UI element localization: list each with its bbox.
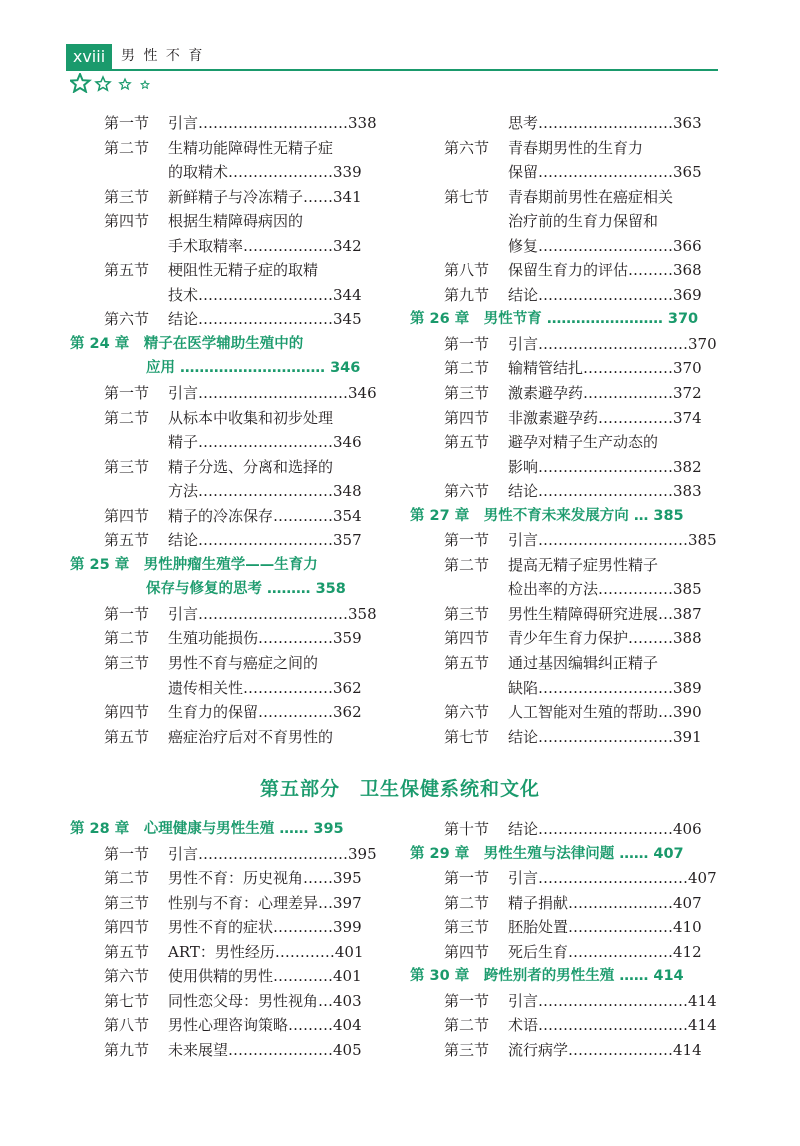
section-title: 精子捐献…………………407 [508,893,702,912]
section-title: 人工智能对生殖的帮助…390 [508,703,702,722]
section-number: 第二节 [444,555,490,574]
section-number: 第三节 [444,1040,490,1059]
section-title: 青春期男性的生育力 [508,138,644,157]
page-number-badge: xviii [66,44,112,69]
toc-entry [70,602,380,627]
toc-left-column-2 [70,817,380,1062]
toc-entry [410,940,720,965]
section-title: 精子的冷冻保存…………354 [168,506,362,525]
section-number: 第五节 [104,727,150,746]
section-title: 结论………………………383 [508,482,702,501]
section-number: 第三节 [104,893,150,912]
section-title: 生精功能障碍性无精子症 [168,138,334,157]
section-title: 结论………………………406 [508,820,702,838]
chapter-heading [410,842,720,867]
toc-entry [410,725,720,750]
section-number: 第三节 [104,187,150,206]
toc-entry [410,1038,720,1063]
section-title: 精子分选、分离和选择的 [168,457,334,476]
section-number: 第三节 [444,604,490,623]
section-title: 术语…………………………414 [508,1016,717,1035]
toc-entry [70,504,380,529]
section-title: 青少年生育力保护………388 [508,629,702,648]
toc-entry [410,891,720,916]
section-number: 第一节 [104,604,150,623]
star-icon [71,74,90,92]
part-heading: 第五部分 卫生保健系统和文化 [259,778,540,800]
toc-entry [410,381,720,406]
toc-entry [70,406,380,431]
toc-entry-continuation [410,577,720,602]
chapter-heading-continuation [70,356,380,381]
chapter-title: 第 30 章 跨性别者的男性生殖 …… 414 [410,968,684,985]
section-title-continued: 思考………………………363 [508,114,702,132]
section-number: 第四节 [104,506,150,525]
section-number: 第四节 [104,918,150,937]
section-number: 第五节 [104,261,150,280]
section-number: 第六节 [444,138,490,157]
toc-entry-continuation [410,111,720,136]
section-title: 男性生精障碍研究进展…387 [508,604,702,623]
section-title-continued: 治疗前的生育力保留和 [508,212,659,231]
toc-entry [410,332,720,357]
section-title: 男性不育的症状…………399 [168,918,362,937]
section-number: 第一节 [444,531,490,550]
star-icon [141,81,149,88]
section-title: 引言…………………………358 [168,604,377,623]
section-title: 引言…………………………370 [508,334,717,353]
section-title: 流行病学…………………414 [508,1040,702,1059]
section-number: 第二节 [444,359,490,378]
section-title: 结论………………………357 [168,531,362,550]
section-number: 第七节 [444,187,490,206]
section-number: 第一节 [104,384,150,403]
section-title: 结论………………………369 [508,285,702,304]
toc-entry [70,136,380,161]
section-title: 引言…………………………407 [508,869,717,888]
section-title: 从标本中收集和初步处理 [168,408,334,427]
section-number: 第一节 [444,869,490,888]
toc-entry [70,1038,380,1063]
section-title-continued: 检出率的方法……………385 [508,580,702,599]
section-number: 第二节 [444,1016,490,1035]
section-number: 第六节 [444,482,490,501]
chapter-title: 第 27 章 男性不育未来发展方向 … 385 [410,507,684,524]
section-title: 引言…………………………414 [508,991,717,1010]
toc-entry [410,866,720,891]
section-title: 青春期前男性在癌症相关 [508,187,674,206]
toc-entry [70,989,380,1014]
section-title: 癌症治疗后对不育男性的 [168,727,334,746]
section-title: 生育力的保留……………362 [168,703,362,722]
section-title: 根据生精障碍病因的 [168,212,304,231]
section-number: 第八节 [104,1016,150,1035]
section-title: 同性恋父母：男性视角…403 [168,991,362,1010]
toc-entry [70,258,380,283]
section-title: 胚胎处置…………………410 [508,918,702,937]
chapter-title-continued: 应用 ………………………… 346 [146,360,361,377]
chapter-heading [70,332,380,357]
chapter-title: 第 29 章 男性生殖与法律问题 …… 407 [410,845,684,862]
toc-entry [410,700,720,725]
chapter-heading [410,307,720,332]
section-number: 第六节 [444,703,490,722]
toc-entry-continuation [70,160,380,185]
section-number: 第一节 [444,334,490,353]
chapter-heading [410,504,720,529]
star-icon [96,77,110,90]
toc-right-column-2 [410,817,720,1062]
toc-entry [70,185,380,210]
section-title: 结论………………………391 [508,727,702,746]
chapter-title: 第 28 章 心理健康与男性生殖 …… 395 [70,821,344,837]
chapter-heading [410,964,720,989]
section-title: 结论………………………345 [168,310,362,329]
toc-entry-continuation [410,160,720,185]
toc-entry [70,915,380,940]
toc-entry [410,283,720,308]
section-title-continued: 的取精术…………………339 [168,163,362,182]
chapter-heading [70,553,380,578]
section-title: 新鲜精子与冷冻精子……341 [168,187,362,206]
section-title-continued: 方法………………………348 [168,482,362,501]
section-title: 引言…………………………385 [508,531,717,550]
toc-entry-continuation [70,234,380,259]
toc-entry [410,185,720,210]
section-title: 性别与不育：心理差异…397 [168,893,362,912]
section-number: 第三节 [444,918,490,937]
toc-entry [410,626,720,651]
toc-entry [410,479,720,504]
toc-entry-continuation [410,676,720,701]
section-title-continued: 保留………………………365 [508,163,702,182]
star-decoration [70,73,156,93]
section-title: 引言…………………………346 [168,384,377,403]
section-number: 第二节 [444,893,490,912]
toc-entry [410,817,720,842]
toc-entry [70,964,380,989]
toc-entry [70,725,380,750]
toc-entry [410,989,720,1014]
section-title: 引言…………………………395 [168,844,377,863]
section-title: 男性不育与癌症之间的 [168,654,319,673]
toc-entry [70,866,380,891]
star-icon [120,79,131,89]
chapter-title: 第 24 章 精子在医学辅助生殖中的 [70,335,304,352]
section-title: 引言…………………………338 [168,114,377,132]
toc-entry [70,455,380,480]
section-number: 第五节 [104,531,150,550]
section-title: ART：男性经历…………401 [168,942,364,961]
section-title: 死后生育…………………412 [508,942,702,961]
section-title: 非激素避孕药……………374 [508,408,702,427]
toc-entry [70,209,380,234]
section-number: 第一节 [104,844,150,863]
section-number: 第九节 [104,1040,150,1059]
section-number: 第四节 [104,703,150,722]
section-title-continued: 精子………………………346 [168,433,362,452]
section-title: 未来展望…………………405 [168,1040,362,1059]
toc-entry [70,307,380,332]
section-title: 男性心理咨询策略………404 [168,1016,362,1035]
section-title: 使用供精的男性…………401 [168,967,362,986]
section-title-continued: 遗传相关性………………362 [168,678,362,697]
section-title: 保留生育力的评估………368 [508,261,702,280]
section-number: 第四节 [444,629,490,648]
chapter-title: 第 25 章 男性肿瘤生殖学——生育力 [70,556,318,573]
toc-entry [410,136,720,161]
toc-entry [410,553,720,578]
toc-entry [70,842,380,867]
section-title-continued: 影响………………………382 [508,457,702,476]
section-title-continued: 手术取精率………………342 [168,236,362,255]
section-number: 第一节 [104,114,150,132]
section-title-continued: 修复………………………366 [508,236,702,255]
section-number: 第四节 [444,408,490,427]
section-number: 第二节 [104,138,150,157]
section-number: 第六节 [104,310,150,329]
toc-entry-continuation [70,676,380,701]
chapter-heading-continuation [70,577,380,602]
section-number: 第三节 [104,457,150,476]
running-head-title: 男 性 不 育 [121,48,205,64]
toc-entry [70,626,380,651]
toc-entry [410,915,720,940]
section-title-continued: 技术………………………344 [168,285,362,304]
toc-right-column [410,111,720,749]
toc-entry [410,406,720,431]
toc-entry [410,1013,720,1038]
toc-entry [70,111,380,136]
section-title-continued: 缺陷………………………389 [508,678,702,697]
toc-entry [410,258,720,283]
toc-entry [410,528,720,553]
toc-entry [70,940,380,965]
header-rule [66,69,718,71]
section-number: 第三节 [104,654,150,673]
section-number: 第十节 [444,820,490,838]
section-number: 第四节 [444,942,490,961]
section-title: 通过基因编辑纠正精子 [508,654,659,673]
section-number: 第二节 [104,408,150,427]
section-number: 第七节 [444,727,490,746]
section-number: 第三节 [444,384,490,403]
toc-entry [70,651,380,676]
section-number: 第四节 [104,212,150,231]
section-title: 避孕对精子生产动态的 [508,433,659,452]
toc-entry-continuation [410,234,720,259]
section-title: 提高无精子症男性精子 [508,555,659,574]
section-title: 梗阻性无精子症的取精 [168,261,319,280]
toc-entry-continuation [70,283,380,308]
section-number: 第二节 [104,869,150,888]
section-number: 第六节 [104,967,150,986]
chapter-title: 第 26 章 男性节育 …………………… 370 [410,311,699,328]
chapter-title-continued: 保存与修复的思考 ……… 358 [146,581,346,598]
toc-entry-continuation [410,455,720,480]
toc-entry [410,430,720,455]
section-number: 第七节 [104,991,150,1010]
toc-entry [70,700,380,725]
section-number: 第八节 [444,261,490,280]
section-number: 第九节 [444,285,490,304]
toc-entry [410,602,720,627]
section-title: 输精管结扎………………370 [508,359,702,378]
section-title: 生殖功能损伤……………359 [168,629,362,648]
chapter-heading [70,817,380,842]
section-number: 第五节 [444,654,490,673]
section-number: 第五节 [444,433,490,452]
toc-entry [70,1013,380,1038]
toc-entry-continuation [410,209,720,234]
toc-entry-continuation [70,430,380,455]
section-title: 男性不育：历史视角……395 [168,869,362,888]
section-title: 激素避孕药………………372 [508,384,702,403]
toc-entry [70,891,380,916]
toc-entry [410,651,720,676]
toc-entry [70,528,380,553]
toc-left-column [70,111,380,749]
toc-entry [410,356,720,381]
toc-entry [70,381,380,406]
section-number: 第五节 [104,942,150,961]
toc-entry-continuation [70,479,380,504]
section-number: 第一节 [444,991,490,1010]
section-number: 第二节 [104,629,150,648]
